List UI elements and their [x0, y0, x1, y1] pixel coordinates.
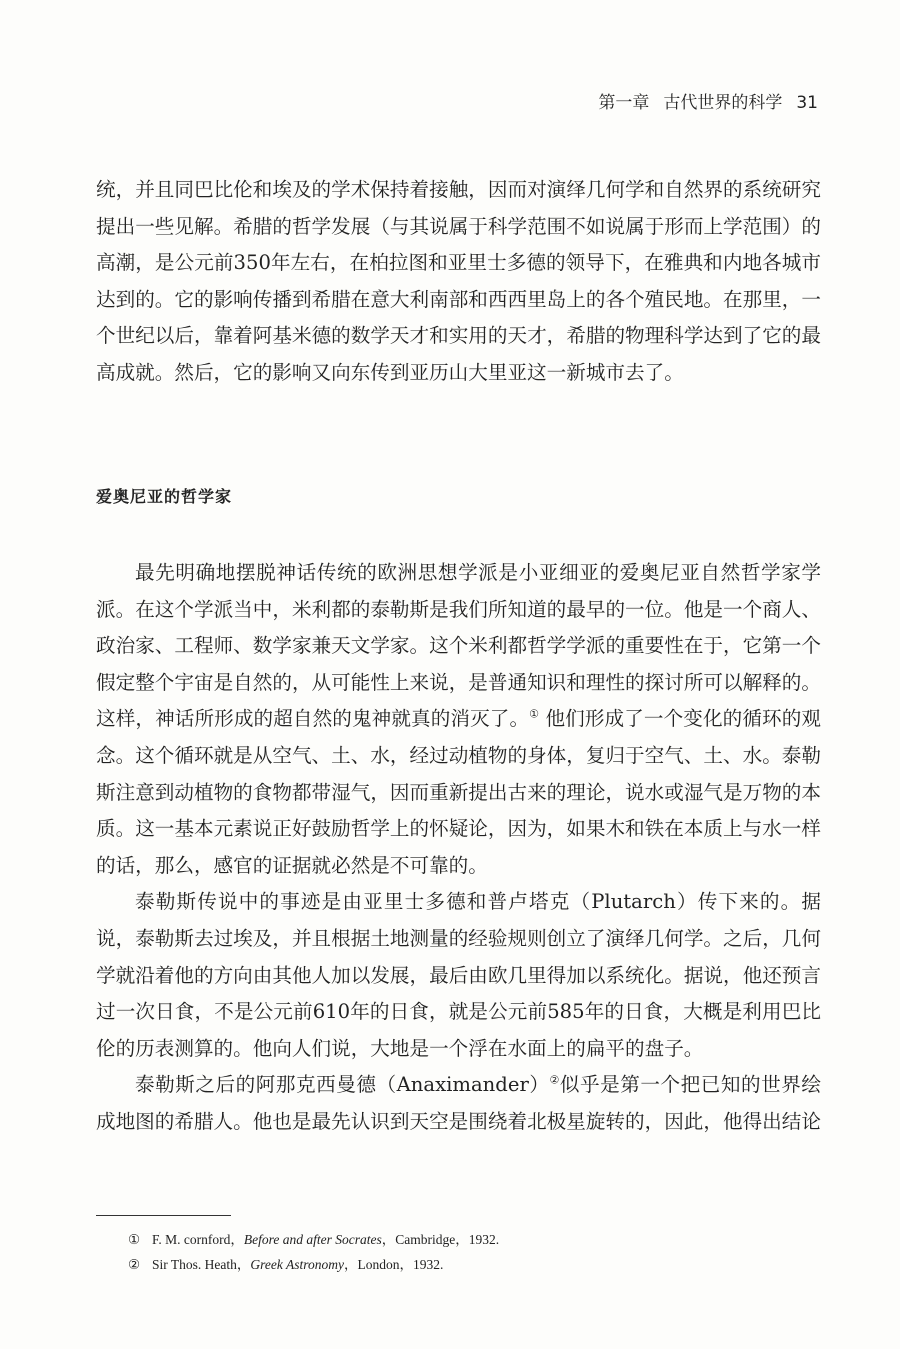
page-number: 31 [796, 93, 818, 113]
footnote-reference: ② [549, 1073, 560, 1087]
paragraph-text: 他们形成了一个变化的循环的观念。这个循环就是从空气、土、水，经过动植物的身体，复归于空气、土、水。泰勒斯注意到动植物的食物都带湿气，因而重新提出古来的理论，说水或湿气是万物的本质。这一基本元素说正好鼓励哲学上的怀疑论，因为，如果木和铁在本质上与水一样的话，那么，感官的证据就必然是不可靠的。 [96, 707, 821, 877]
footnote-item [128, 1227, 499, 1252]
section-heading: 爱奥尼亚的哲学家 [96, 487, 233, 506]
footnote-details: ，London，1932. [343, 1257, 444, 1272]
continued-text-block [96, 172, 821, 392]
section-text-block [96, 555, 821, 1141]
paragraph-text: 泰勒斯之后的阿那克西曼德（Anaximander） [135, 1073, 550, 1097]
running-header [598, 88, 818, 113]
paragraph [96, 555, 821, 884]
footnote-title: Before and after Socrates [243, 1232, 382, 1247]
chapter-title: 古代世界的科学 [663, 93, 783, 113]
footnote-reference: ① [529, 707, 540, 721]
footnote-details: ，Cambridge，1932. [381, 1232, 500, 1247]
footnote-title: Greek Astronomy [250, 1257, 344, 1272]
footnote-item [128, 1252, 499, 1277]
paragraph-text: 似乎是第一个把已知的世界绘成地图的希腊人。他也是最先认识到天空是围绕着北极星旋转的，因此，他得出结论 [96, 1073, 821, 1133]
chapter-label: 第一章 [598, 93, 650, 113]
paragraph-text: 最先明确地摆脱神话传统的欧洲思想学派是小亚细亚的爱奥尼亚自然哲学家学派。在这个学派当中，米利都的泰勒斯是我们所知道的最早的一位。他是一个商人、政治家、工程师、数学家兼天文学家。这个米利都哲学学派的重要性在于，它第一个假定整个宇宙是自然的，从可能性上来说，是普通知识和理性的探讨所可以解释的。这样，神话所形成的超自然的鬼神就真的消灭了。 [96, 561, 821, 731]
footnotes [128, 1227, 499, 1277]
footnote-divider [96, 1215, 231, 1216]
paragraph [96, 1067, 821, 1140]
footnote-author: F. M. cornford， [152, 1232, 244, 1247]
paragraph: 统，并且同巴比伦和埃及的学术保持着接触，因而对演绎几何学和自然界的系统研究提出一些见解。希腊的哲学发展（与其说属于科学范围不如说属于形而上学范围）的高潮，是公元前350年左右，在柏拉图和亚里士多德的领导下，在雅典和内地各城市达到的。它的影响传播到希腊在意大利南部和西西里岛上的各个殖民地。在那里，一个世纪以后，靠着阿基米德的数学天才和实用的天才，希腊的物理科学达到了它的最高成就。然后，它的影响又向东传到亚历山大里亚这一新城市去了。 [96, 178, 821, 384]
footnote-mark: ② [128, 1257, 141, 1272]
footnote-mark: ① [128, 1232, 141, 1247]
footnote-author: Sir Thos. Heath， [152, 1257, 251, 1272]
paragraph: 泰勒斯传说中的事迹是由亚里士多德和普卢塔克（Plutarch）传下来的。据说，泰勒斯去过埃及，并且根据土地测量的经验规则创立了演绎几何学。之后，几何学就沿着他的方向由其他人加以发展，最后由欧几里得加以系统化。据说，他还预言过一次日食，不是公元前610年的日食，就是公元前585年的日食，大概是利用巴比伦的历表测算的。他向人们说，大地是一个浮在水面上的扁平的盘子。 [96, 890, 821, 1060]
